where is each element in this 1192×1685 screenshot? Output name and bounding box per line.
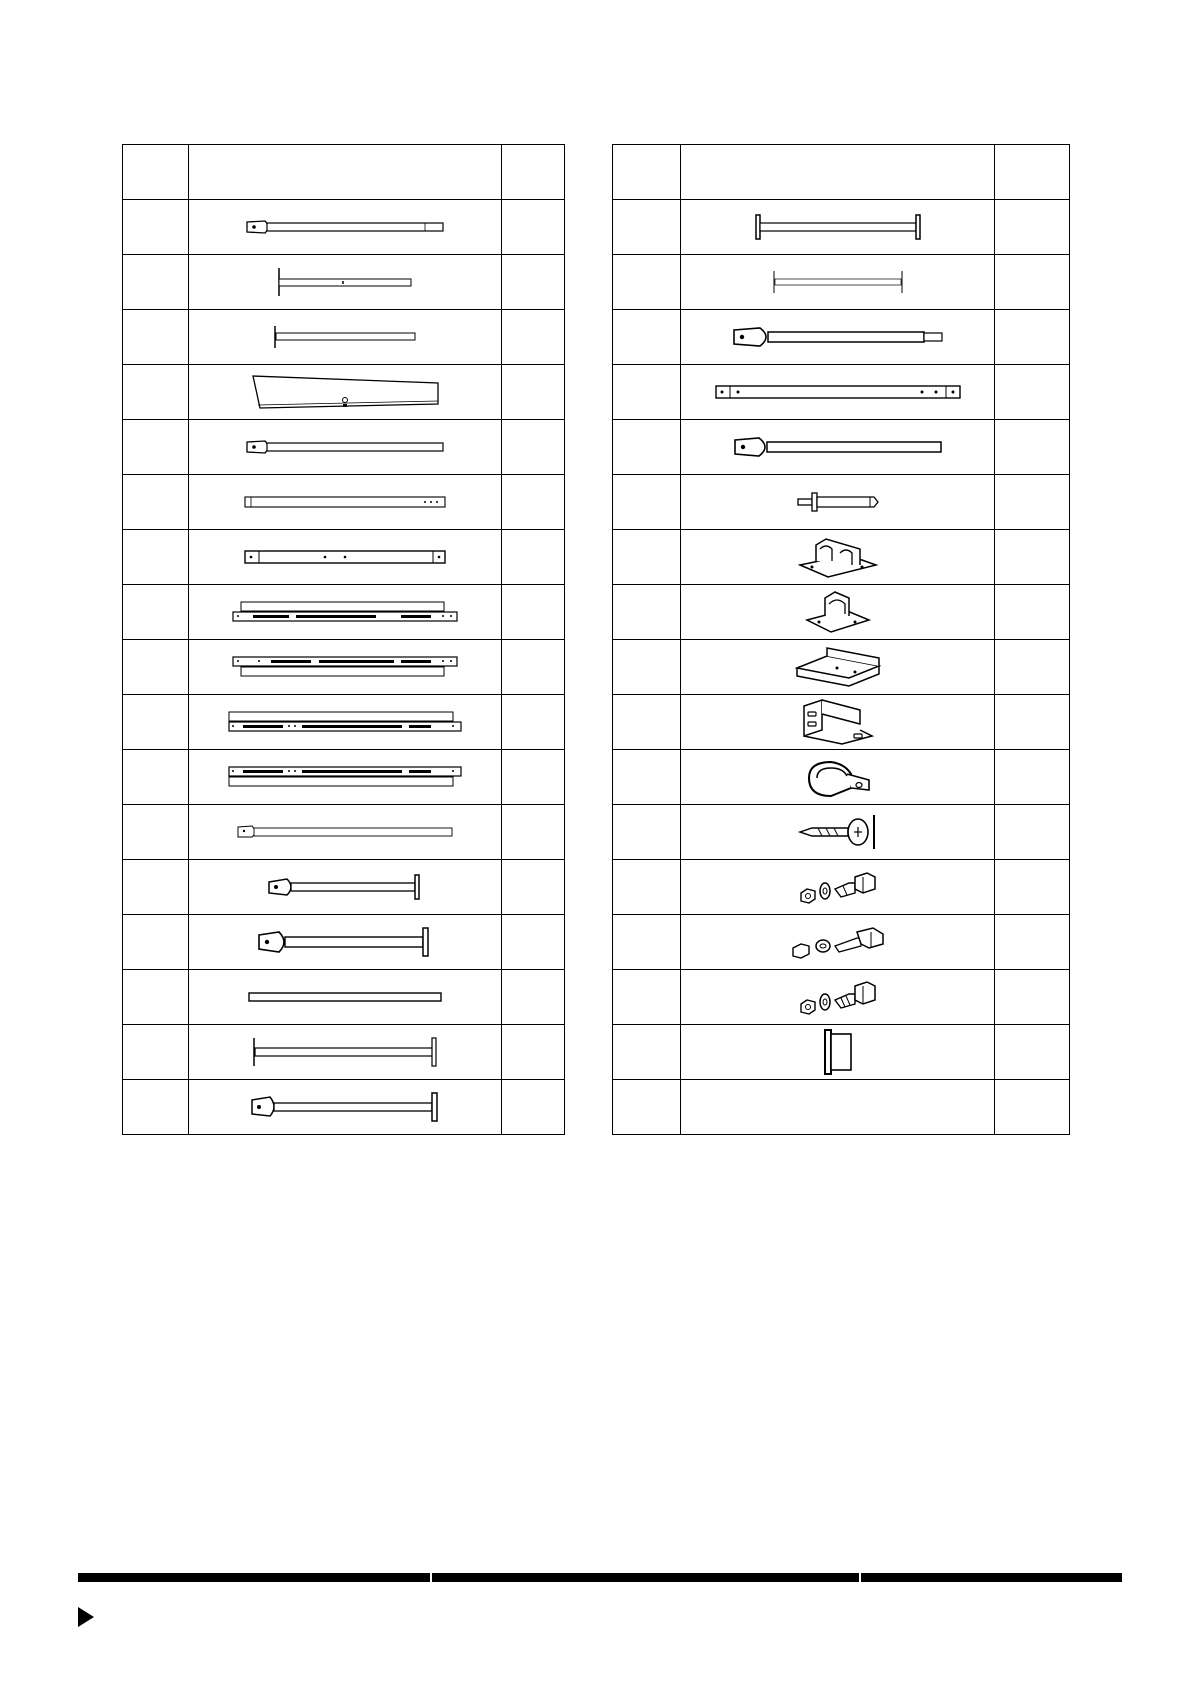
thin-tube-with-end-bracket-icon (236, 823, 454, 841)
part-no (123, 1025, 189, 1080)
part-qty (995, 365, 1070, 420)
part-no (123, 750, 189, 805)
part-no (613, 805, 681, 860)
table-row (613, 915, 1070, 970)
part-qty (995, 805, 1070, 860)
table-row (123, 1025, 565, 1080)
rod-with-end-cap-icon (277, 266, 413, 298)
part-picture (681, 585, 995, 640)
part-qty (502, 640, 565, 695)
part-picture (681, 860, 995, 915)
rod-with-two-end-caps-icon (252, 1035, 438, 1069)
header-no (613, 145, 681, 200)
part-picture (681, 420, 995, 475)
part-no (123, 695, 189, 750)
part-no (123, 970, 189, 1025)
parts-table-right (612, 144, 1070, 1135)
part-picture (681, 1080, 995, 1135)
table-row (123, 420, 565, 475)
channel-bar-with-holes-icon (243, 549, 447, 565)
table-row (123, 860, 565, 915)
part-picture (189, 200, 502, 255)
table-row (123, 255, 565, 310)
table-row (613, 475, 1070, 530)
table-row (613, 420, 1070, 475)
long-bar-with-holes-icon (714, 383, 962, 401)
part-picture (189, 1025, 502, 1080)
part-no (613, 640, 681, 695)
screw-icon (798, 812, 878, 852)
part-no (613, 750, 681, 805)
footer-divider-gap (430, 1573, 432, 1582)
part-picture (189, 915, 502, 970)
header-qty (502, 145, 565, 200)
part-picture (189, 365, 502, 420)
part-qty (995, 310, 1070, 365)
part-qty (995, 860, 1070, 915)
part-qty (502, 695, 565, 750)
part-picture (189, 530, 502, 585)
part-qty (502, 200, 565, 255)
part-no (613, 915, 681, 970)
part-picture (189, 585, 502, 640)
part-qty (502, 1080, 565, 1135)
part-no (613, 200, 681, 255)
table-header (613, 145, 1070, 200)
part-qty (995, 200, 1070, 255)
bolt-washer-nut-set-icon (799, 976, 877, 1018)
part-qty (995, 750, 1070, 805)
part-picture (681, 255, 995, 310)
bolt-washer-nut-set-icon (799, 867, 877, 907)
part-qty (995, 420, 1070, 475)
table-row (613, 750, 1070, 805)
table-row (123, 310, 565, 365)
part-qty (502, 750, 565, 805)
part-picture (681, 365, 995, 420)
table-row (123, 970, 565, 1025)
footer-divider-gap (859, 1573, 861, 1582)
tube-with-bracket-and-plate-icon (267, 873, 423, 901)
table-row (123, 640, 565, 695)
part-qty (502, 915, 565, 970)
part-picture (189, 475, 502, 530)
part-picture (189, 805, 502, 860)
part-picture (681, 750, 995, 805)
part-no (613, 860, 681, 915)
table-row (123, 695, 565, 750)
table-row (613, 365, 1070, 420)
table-row (613, 310, 1070, 365)
part-qty (502, 420, 565, 475)
part-qty (995, 1080, 1070, 1135)
table-row (123, 530, 565, 585)
part-no (123, 915, 189, 970)
part-picture (189, 420, 502, 475)
part-qty (995, 530, 1070, 585)
part-no (123, 365, 189, 420)
part-no (613, 420, 681, 475)
part-picture (681, 805, 995, 860)
part-no (613, 1080, 681, 1135)
double-rail-icon (231, 599, 459, 625)
flat-bar-icon (247, 990, 443, 1004)
part-qty (995, 970, 1070, 1025)
part-picture (189, 695, 502, 750)
part-no (613, 1025, 681, 1080)
header-no (123, 145, 189, 200)
part-qty (502, 530, 565, 585)
header-picture (189, 145, 502, 200)
part-picture (681, 695, 995, 750)
rod-with-two-end-caps-icon (754, 213, 922, 241)
tube-with-bracket-and-plate-icon (250, 1091, 440, 1123)
part-picture (189, 640, 502, 695)
part-picture (189, 860, 502, 915)
part-no (123, 475, 189, 530)
part-picture (189, 310, 502, 365)
double-bracket-icon (798, 535, 878, 579)
play-arrow-icon (78, 1607, 94, 1627)
u-channel-bracket-icon (795, 646, 881, 688)
tube-with-bracket-and-plate-icon (257, 926, 433, 958)
part-picture (189, 750, 502, 805)
table-row (613, 695, 1070, 750)
part-picture (681, 310, 995, 365)
double-rail-icon (231, 654, 459, 680)
end-cap-icon (823, 1028, 853, 1076)
part-picture (189, 1080, 502, 1135)
footer-divider (78, 1573, 1122, 1582)
part-picture (189, 255, 502, 310)
table-row (123, 1080, 565, 1135)
short-rod-with-end-cap-icon (273, 324, 417, 350)
table-row (613, 970, 1070, 1025)
part-qty (995, 915, 1070, 970)
part-no (123, 1080, 189, 1135)
parts-table-left (122, 144, 565, 1135)
part-qty (995, 255, 1070, 310)
part-picture (681, 915, 995, 970)
table-row (613, 530, 1070, 585)
part-no (613, 310, 681, 365)
table-row (613, 640, 1070, 695)
part-qty (502, 805, 565, 860)
part-no (123, 860, 189, 915)
table-header (123, 145, 565, 200)
part-no (123, 310, 189, 365)
header-picture (681, 145, 995, 200)
long-double-rail-icon (227, 764, 463, 790)
part-no (613, 475, 681, 530)
table-row (613, 1025, 1070, 1080)
table-row (613, 1080, 1070, 1135)
part-qty (502, 365, 565, 420)
part-no (613, 255, 681, 310)
part-no (123, 255, 189, 310)
part-picture (681, 530, 995, 585)
part-picture (681, 970, 995, 1025)
bolt-washer-nut-set-icon (791, 924, 885, 960)
long-double-rail-icon (227, 709, 463, 735)
part-no (123, 585, 189, 640)
header-qty (995, 145, 1070, 200)
table-row (613, 860, 1070, 915)
part-no (613, 585, 681, 640)
part-qty (502, 970, 565, 1025)
part-qty (502, 585, 565, 640)
channel-bar-icon (243, 494, 447, 510)
table-row (613, 200, 1070, 255)
part-picture (189, 970, 502, 1025)
part-qty (995, 585, 1070, 640)
table-row (123, 805, 565, 860)
table-row (123, 475, 565, 530)
tube-with-end-bracket-icon (245, 217, 445, 237)
table-row (123, 750, 565, 805)
part-no (123, 530, 189, 585)
slotted-bracket-icon (802, 698, 874, 746)
part-qty (995, 1025, 1070, 1080)
table-row (123, 585, 565, 640)
tube-with-end-bracket-icon (733, 433, 943, 461)
part-qty (995, 475, 1070, 530)
part-qty (502, 860, 565, 915)
part-no (123, 420, 189, 475)
part-no (613, 530, 681, 585)
thin-rod-with-two-end-caps-icon (772, 269, 904, 295)
table-row (613, 585, 1070, 640)
table-row (123, 915, 565, 970)
part-qty (502, 255, 565, 310)
part-picture (681, 640, 995, 695)
table-row (613, 255, 1070, 310)
table-row (123, 200, 565, 255)
tube-with-end-bracket-icon (245, 437, 445, 457)
part-no (613, 695, 681, 750)
part-no (123, 200, 189, 255)
part-qty (502, 475, 565, 530)
panel-board-icon (250, 373, 440, 411)
single-bracket-icon (805, 590, 871, 634)
tube-with-end-bracket-and-tip-icon (732, 323, 944, 351)
part-no (123, 805, 189, 860)
table-row (613, 805, 1070, 860)
part-picture (681, 475, 995, 530)
part-qty (502, 310, 565, 365)
part-no (613, 365, 681, 420)
part-no (123, 640, 189, 695)
part-picture (681, 1025, 995, 1080)
part-qty (995, 695, 1070, 750)
part-qty (502, 1025, 565, 1080)
part-picture (681, 200, 995, 255)
part-qty (995, 640, 1070, 695)
pipe-clamp-icon (803, 754, 873, 800)
pin-icon (796, 490, 880, 514)
part-no (613, 970, 681, 1025)
table-row (123, 365, 565, 420)
